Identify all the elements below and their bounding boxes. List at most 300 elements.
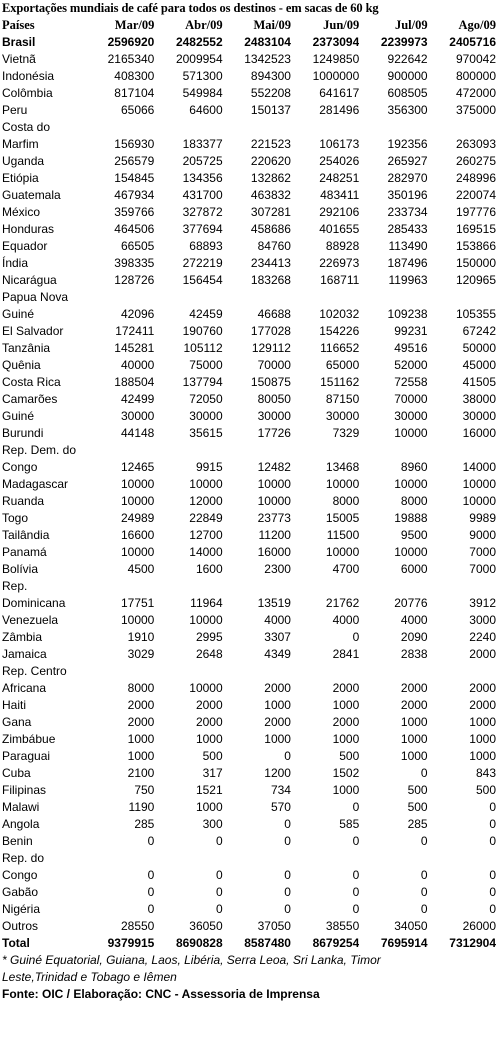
value-cell: 30000 — [462, 409, 496, 423]
value-cell: 37050 — [257, 919, 291, 933]
table-row — [2, 85, 496, 102]
table-row — [2, 340, 496, 357]
value-cell: 8000 — [400, 494, 428, 508]
value-cell: 0 — [489, 817, 496, 831]
value-cell — [291, 119, 359, 136]
value-cell: 137794 — [182, 375, 223, 389]
value-cell: 263093 — [455, 137, 496, 151]
value-cell: 197776 — [455, 205, 496, 219]
table-row — [2, 408, 496, 425]
value-cell: 26000 — [462, 919, 496, 933]
value-cell: 172411 — [115, 324, 155, 338]
value-cell: 500 — [339, 749, 360, 763]
value-cell: 226973 — [319, 256, 360, 270]
value-cell: 431700 — [182, 188, 223, 202]
value-cell: 1000 — [469, 732, 496, 746]
value-cell: 128726 — [114, 273, 155, 287]
value-cell: 188504 — [114, 375, 155, 389]
value-cell: 15005 — [325, 511, 360, 525]
value-cell: 500 — [202, 749, 223, 763]
value-cell: 156930 — [114, 137, 155, 151]
value-cell — [359, 442, 427, 459]
value-cell: 0 — [147, 902, 155, 916]
value-cell: 0 — [147, 834, 155, 848]
value-cell: 10000 — [120, 613, 155, 627]
value-cell: 233734 — [387, 205, 428, 219]
value-cell: 23773 — [257, 511, 291, 525]
value-cell: 2000 — [264, 715, 291, 729]
value-cell: 464506 — [114, 222, 155, 236]
country-cell: Outros — [2, 919, 39, 933]
table-row — [2, 816, 496, 833]
value-cell: 2000 — [469, 647, 496, 661]
value-cell: 0 — [489, 868, 496, 882]
value-cell: 1000 — [469, 749, 496, 763]
value-cell: 552208 — [250, 86, 291, 100]
value-cell: 50000 — [462, 341, 496, 355]
value-cell: 500 — [407, 800, 428, 814]
value-cell: 327872 — [182, 205, 223, 219]
value-cell: 2300 — [264, 562, 291, 576]
value-cell: 10000 — [394, 545, 428, 559]
value-cell: 72558 — [394, 375, 428, 389]
country-cell: Guiné — [2, 307, 35, 321]
value-cell: 900000 — [387, 69, 428, 83]
table-row — [2, 799, 496, 816]
table-row — [2, 884, 496, 901]
value-cell: 4000 — [332, 613, 360, 627]
value-cell: 483411 — [320, 188, 360, 202]
value-cell: 3029 — [127, 647, 155, 661]
value-cell: 1000 — [400, 749, 428, 763]
value-cell: 1000 — [264, 698, 291, 712]
value-cell: 0 — [420, 885, 428, 899]
table-row — [2, 221, 496, 238]
value-cell: 10000 — [189, 477, 223, 491]
value-cell: 49516 — [394, 341, 428, 355]
country-cell: Indonésia — [2, 69, 55, 83]
value-cell: 0 — [215, 834, 223, 848]
value-cell: 13468 — [325, 460, 360, 474]
value-cell: 2482552 — [175, 35, 223, 49]
table-row — [2, 459, 496, 476]
value-cell: 2090 — [400, 630, 428, 644]
value-cell: 183377 — [182, 137, 223, 151]
value-cell: 8679254 — [312, 936, 360, 950]
country-cell: Filipinas — [2, 783, 47, 797]
value-cell: 28550 — [120, 919, 155, 933]
value-cell: 317 — [202, 766, 223, 780]
value-cell: 472000 — [455, 86, 496, 100]
value-cell: 2000 — [469, 698, 496, 712]
value-cell: 34050 — [394, 919, 428, 933]
value-cell: 282970 — [387, 171, 428, 185]
value-cell: 375000 — [455, 103, 496, 117]
value-cell: 300 — [202, 817, 223, 831]
value-cell: 0 — [420, 766, 428, 780]
value-cell: 65066 — [120, 103, 155, 117]
value-cell: 608505 — [387, 86, 428, 100]
value-cell: 45000 — [462, 358, 496, 372]
country-cell: Vietnã — [2, 52, 36, 66]
value-cell: 254026 — [319, 154, 360, 168]
table-row — [2, 629, 496, 646]
value-cell: 10000 — [189, 613, 223, 627]
table-row — [2, 765, 496, 782]
value-cell: 0 — [284, 817, 291, 831]
value-cell: 30000 — [257, 409, 291, 423]
value-cell — [154, 663, 222, 680]
value-cell: 2000 — [127, 698, 155, 712]
value-cell: 2240 — [469, 630, 496, 644]
value-cell: 154845 — [114, 171, 155, 185]
header-month: Jul/09 — [394, 18, 428, 32]
value-cell — [359, 663, 427, 680]
value-cell: 0 — [215, 885, 223, 899]
table-row — [2, 136, 496, 153]
value-cell: 401655 — [319, 222, 360, 236]
value-cell: 3307 — [264, 630, 291, 644]
table-row — [2, 476, 496, 493]
value-cell: 641617 — [319, 86, 360, 100]
value-cell: 585 — [339, 817, 360, 831]
value-cell: 65000 — [325, 358, 360, 372]
value-cell: 2009954 — [175, 52, 223, 66]
table-row — [2, 357, 496, 374]
value-cell: 177028 — [250, 324, 291, 338]
table-row — [2, 612, 496, 629]
value-cell: 398335 — [114, 256, 155, 270]
value-cell — [291, 289, 359, 306]
value-cell — [154, 850, 222, 867]
value-cell: 70000 — [394, 392, 428, 406]
value-cell: 463832 — [250, 188, 291, 202]
value-cell: 1000 — [400, 732, 428, 746]
value-cell: 0 — [352, 630, 360, 644]
country-cell: Rep. — [2, 579, 28, 593]
value-cell: 1000 — [127, 749, 155, 763]
country-cell: Venezuela — [2, 613, 59, 627]
value-cell: 272219 — [182, 256, 223, 270]
value-cell: 109238 — [387, 307, 428, 321]
table-row — [2, 102, 496, 119]
country-cell: Papua Nova — [2, 290, 69, 304]
value-cell: 1000 — [195, 732, 223, 746]
value-cell: 10000 — [325, 477, 360, 491]
country-cell: Guiné — [2, 409, 35, 423]
country-cell: Brasil — [2, 35, 36, 49]
value-cell: 10000 — [189, 681, 223, 695]
value-cell: 248996 — [455, 171, 496, 185]
value-cell: 0 — [352, 834, 360, 848]
header-month: Abr/09 — [185, 18, 223, 32]
value-cell: 187496 — [387, 256, 428, 270]
country-cell: Zâmbia — [2, 630, 43, 644]
value-cell: 1342523 — [244, 52, 291, 66]
table-row — [2, 68, 496, 85]
country-cell: Jamaica — [2, 647, 47, 661]
value-cell: 17726 — [257, 426, 291, 440]
value-cell: 2838 — [400, 647, 428, 661]
table-row — [2, 595, 496, 612]
table-row — [2, 306, 496, 323]
footnote: * Guiné Equatorial, Guiana, Laos, Libéria, Serra Leoa, Sri Lanka, Timor Leste,Trinidad e Tobago e Iêmen — [2, 953, 381, 984]
table-row — [2, 272, 496, 289]
value-cell: 11964 — [190, 596, 223, 610]
header-month: Mar/09 — [114, 18, 155, 32]
value-cell: 72050 — [189, 392, 223, 406]
table-row — [2, 714, 496, 731]
value-cell — [223, 289, 291, 306]
country-cell: Benin — [2, 834, 33, 848]
value-cell: 150137 — [250, 103, 291, 117]
table-row — [2, 646, 496, 663]
value-cell: 19888 — [394, 511, 428, 525]
value-cell: 4700 — [332, 562, 360, 576]
value-cell — [291, 578, 359, 595]
country-cell: Paraguai — [2, 749, 51, 763]
value-cell: 13519 — [257, 596, 291, 610]
value-cell: 4500 — [127, 562, 155, 576]
country-cell: Rep. Centro — [2, 664, 67, 678]
value-cell: 12465 — [120, 460, 155, 474]
value-cell: 570 — [270, 800, 291, 814]
value-cell: 922642 — [387, 52, 428, 66]
value-cell: 2000 — [127, 715, 155, 729]
value-cell: 46688 — [257, 307, 291, 321]
value-cell — [428, 663, 496, 680]
value-cell: 10000 — [394, 477, 428, 491]
value-cell: 0 — [352, 885, 360, 899]
value-cell: 105112 — [183, 341, 223, 355]
value-cell: 10000 — [462, 494, 496, 508]
value-cell: 292106 — [319, 205, 360, 219]
value-cell: 14000 — [189, 545, 223, 559]
table-row — [2, 289, 496, 306]
value-cell: 20776 — [394, 596, 428, 610]
country-cell: Malawi — [2, 800, 40, 814]
value-cell: 8000 — [332, 494, 360, 508]
value-cell: 105355 — [455, 307, 496, 321]
value-cell: 12700 — [189, 528, 223, 542]
value-cell: 52000 — [394, 358, 428, 372]
country-cell: Nicarágua — [2, 273, 57, 287]
table-row — [2, 153, 496, 170]
country-cell: Costa Rica — [2, 375, 61, 389]
country-cell: Cuba — [2, 766, 31, 780]
value-cell: 16000 — [257, 545, 291, 559]
value-cell: 0 — [147, 885, 155, 899]
value-cell: 0 — [215, 868, 223, 882]
value-cell: 1600 — [195, 562, 223, 576]
value-cell: 2995 — [195, 630, 223, 644]
value-cell — [86, 442, 154, 459]
table-row — [2, 255, 496, 272]
table-row — [2, 578, 496, 595]
value-cell: 285433 — [387, 222, 428, 236]
value-cell: 0 — [284, 868, 291, 882]
table-row — [2, 544, 496, 561]
table-row — [2, 51, 496, 68]
value-cell — [359, 850, 427, 867]
value-cell: 10000 — [120, 494, 155, 508]
value-cell: 1249850 — [312, 52, 360, 66]
value-cell: 10000 — [120, 477, 155, 491]
value-cell: 307281 — [250, 205, 291, 219]
value-cell: 7695914 — [380, 936, 428, 950]
value-cell: 734 — [270, 783, 291, 797]
country-cell: Dominicana — [2, 596, 66, 610]
value-cell: 1521 — [195, 783, 223, 797]
value-cell: 4000 — [264, 613, 291, 627]
country-cell: Marfim — [2, 137, 39, 151]
value-cell: 24989 — [120, 511, 155, 525]
value-cell: 10000 — [120, 545, 155, 559]
value-cell: 2596920 — [107, 35, 155, 49]
value-cell: 10000 — [462, 477, 496, 491]
value-cell: 750 — [134, 783, 155, 797]
value-cell — [223, 850, 291, 867]
value-cell: 30000 — [120, 409, 155, 423]
header-countries: Países — [2, 18, 35, 32]
country-cell: Rep. Dem. do — [2, 443, 77, 457]
value-cell: 1000 — [332, 783, 360, 797]
value-cell: 132862 — [250, 171, 291, 185]
value-cell: 66505 — [120, 239, 155, 253]
value-cell: 571300 — [182, 69, 223, 83]
value-cell: 248251 — [319, 171, 360, 185]
value-cell: 817104 — [114, 86, 155, 100]
value-cell: 156454 — [182, 273, 223, 287]
country-cell: Tailândia — [2, 528, 50, 542]
value-cell: 17751 — [120, 596, 155, 610]
value-cell: 970042 — [455, 52, 496, 66]
value-cell: 220074 — [455, 188, 496, 202]
value-cell: 10000 — [394, 426, 428, 440]
value-cell: 2483104 — [244, 35, 291, 49]
country-cell: Panamá — [2, 545, 47, 559]
value-cell — [359, 578, 427, 595]
value-cell — [428, 119, 496, 136]
value-cell: 1000 — [127, 732, 155, 746]
value-cell: 2165340 — [107, 52, 155, 66]
value-cell: 1502 — [332, 766, 360, 780]
table-row — [2, 493, 496, 510]
value-cell — [428, 578, 496, 595]
value-cell: 134356 — [182, 171, 223, 185]
value-cell: 2000 — [400, 681, 428, 695]
value-cell: 0 — [489, 902, 496, 916]
value-cell: 120965 — [455, 273, 496, 287]
value-cell: 38550 — [325, 919, 360, 933]
value-cell — [154, 442, 222, 459]
value-cell: 1000 — [469, 715, 496, 729]
country-cell: Haiti — [2, 698, 27, 712]
country-cell: Honduras — [2, 222, 55, 236]
value-cell: 150875 — [250, 375, 291, 389]
value-cell — [154, 119, 222, 136]
value-cell — [428, 289, 496, 306]
value-cell — [86, 289, 154, 306]
value-cell: 4349 — [264, 647, 291, 661]
value-cell: 11500 — [326, 528, 360, 542]
table-row — [2, 901, 496, 918]
country-cell: Ruanda — [2, 494, 45, 508]
country-cell: Madagascar — [2, 477, 69, 491]
value-cell: 35615 — [189, 426, 223, 440]
value-cell: 67242 — [462, 324, 496, 338]
table-row — [2, 663, 496, 680]
value-cell: 21762 — [325, 596, 360, 610]
value-cell: 84760 — [257, 239, 291, 253]
value-cell: 0 — [284, 885, 291, 899]
value-cell — [359, 289, 427, 306]
table-row — [2, 374, 496, 391]
value-cell: 151162 — [320, 375, 360, 389]
value-cell: 80050 — [257, 392, 291, 406]
value-cell: 234413 — [250, 256, 291, 270]
country-cell: Togo — [2, 511, 29, 525]
value-cell: 3000 — [469, 613, 496, 627]
value-cell: 1000 — [195, 800, 223, 814]
value-cell: 0 — [352, 800, 360, 814]
value-cell: 1000 — [400, 715, 428, 729]
header-month: Jun/09 — [323, 18, 360, 32]
table-row — [2, 187, 496, 204]
value-cell: 2000 — [332, 681, 360, 695]
table-row — [2, 527, 496, 544]
coffee-exports-document — [2, 0, 496, 1003]
header-month: Ago/09 — [458, 18, 496, 32]
value-cell: 9915 — [195, 460, 223, 474]
value-cell — [359, 119, 427, 136]
value-cell: 2841 — [332, 647, 360, 661]
value-cell — [223, 663, 291, 680]
table-row — [2, 748, 496, 765]
value-cell: 40000 — [120, 358, 155, 372]
value-cell: 359766 — [114, 205, 155, 219]
value-cell: 145281 — [114, 341, 155, 355]
value-cell: 843 — [475, 766, 496, 780]
value-cell: 9500 — [400, 528, 428, 542]
table-row — [2, 510, 496, 527]
value-cell: 42096 — [120, 307, 155, 321]
country-cell: Angola — [2, 817, 40, 831]
value-cell: 129112 — [251, 341, 291, 355]
country-cell: Colômbia — [2, 86, 53, 100]
value-cell: 88928 — [325, 239, 360, 253]
value-cell: 12000 — [189, 494, 223, 508]
value-cell: 9379915 — [107, 936, 155, 950]
value-cell: 64600 — [189, 103, 223, 117]
value-cell — [428, 850, 496, 867]
value-cell: 8587480 — [244, 936, 291, 950]
table-row — [2, 561, 496, 578]
country-cell: Etiópia — [2, 171, 39, 185]
value-cell — [223, 119, 291, 136]
value-cell: 7000 — [469, 562, 496, 576]
value-cell: 356300 — [387, 103, 428, 117]
value-cell: 8000 — [127, 681, 155, 695]
value-cell: 260275 — [455, 154, 496, 168]
value-cell: 467934 — [114, 188, 155, 202]
value-cell: 1000 — [332, 732, 360, 746]
value-cell: 1000 — [332, 698, 360, 712]
value-cell: 7329 — [332, 426, 360, 440]
value-cell: 44148 — [120, 426, 155, 440]
value-cell: 8960 — [400, 460, 428, 474]
value-cell: 2000 — [195, 715, 223, 729]
